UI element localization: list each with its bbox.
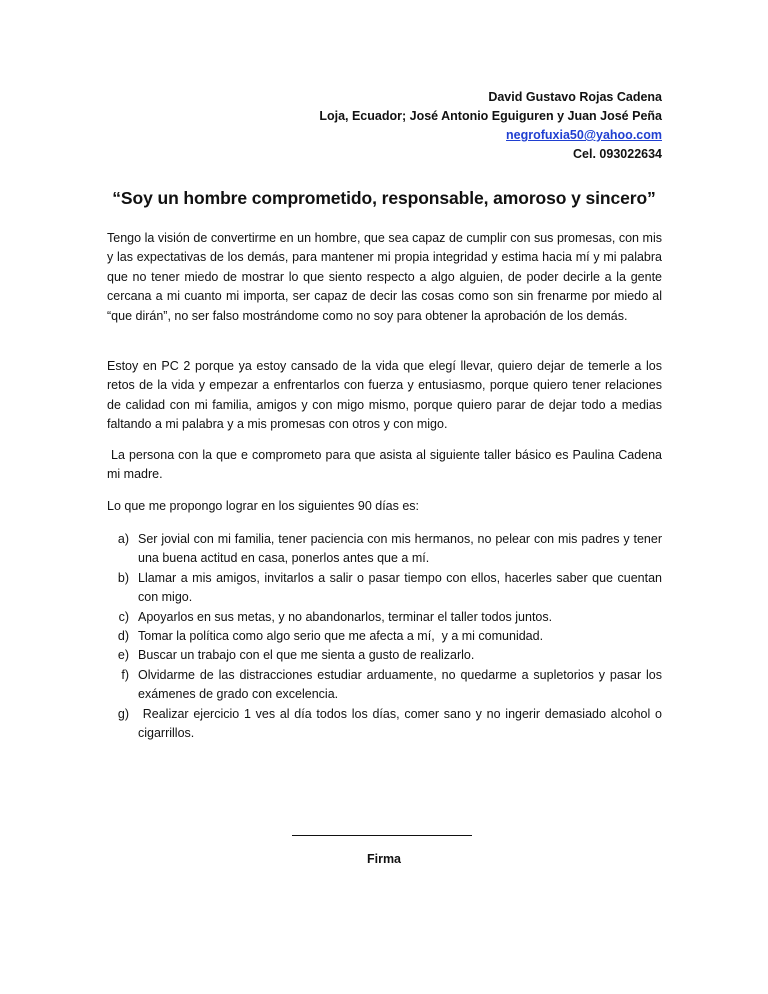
list-item-text: Llamar a mis amigos, invitarlos a salir o pasar tiempo con ellos, hacerles saber que cuentan con migo. <box>138 570 662 605</box>
goals-list <box>107 530 666 743</box>
author-name: David Gustavo Rojas Cadena <box>488 90 662 104</box>
list-item <box>107 627 662 646</box>
list-marker: b) <box>117 570 129 585</box>
list-item <box>107 646 662 665</box>
list-item-text: Apoyarlos en sus metas, y no abandonarlos, terminar el taller todos juntos. <box>138 609 553 624</box>
signature-label: Firma <box>366 852 402 866</box>
list-item-text: Olvidarme de las distracciones estudiar arduamente, no quedarme a supletorios y pasar los exámenes de grado con excelencia. <box>138 667 662 702</box>
goals-intro: Lo que me propongo lograr en los siguientes 90 días es: <box>107 499 420 513</box>
list-marker: e) <box>117 648 129 663</box>
document-title: “Soy un hombre comprometido, responsable, amoroso y sincero” <box>112 188 656 208</box>
list-marker: g) <box>117 706 129 721</box>
author-header <box>319 88 662 164</box>
list-marker: d) <box>117 629 129 644</box>
list-item <box>107 530 662 569</box>
list-item-text: Realizar ejercicio 1 ves al día todos los días, comer sano y no ingerir demasiado alcohol o cigarrillos. <box>138 706 666 741</box>
list-item <box>107 569 662 608</box>
author-phone: Cel. 093022634 <box>573 147 662 161</box>
list-marker: a) <box>117 532 129 546</box>
list-item-text: Ser jovial con mi familia, tener paciencia con mis hermanos, no pelear con mis padres y tener una buena actitud en casa, ponerlos antes que a mí. <box>138 532 662 566</box>
signature-line <box>292 825 472 836</box>
list-item <box>107 705 666 744</box>
reason-paragraph: Estoy en PC 2 porque ya estoy cansado de la vida que elegí llevar, quiero dejar de temerle a los retos de la vida y empezar a enfrentarlos con fuerza y entusiasmo, porque quiero tener relaciones de calidad con mi familia, amigos y con migo mismo, porque quiero parar de dejar todo a medias faltando a mi palabra y a mis promesas con otros y con migo. <box>107 359 662 432</box>
author-email-link[interactable]: negrofuxia50@yahoo.com <box>506 128 662 142</box>
list-marker: f) <box>121 667 129 682</box>
author-location: Loja, Ecuador; José Antonio Eguiguren y Juan José Peña <box>319 109 662 123</box>
list-item-text: Tomar la política como algo serio que me afecta a mí, y a mi comunidad. <box>138 629 544 644</box>
list-item <box>107 666 662 705</box>
list-marker: c) <box>118 609 129 624</box>
list-item-text: Buscar un trabajo con el que me sienta a gusto de realizarlo. <box>138 648 475 663</box>
vision-paragraph: Tengo la visión de convertirme en un hombre, que sea capaz de cumplir con sus promesas, con mis y las expectativas de los demás, para mantener mi propia integridad y estima hacia mí y mi palabra que no tener miedo de mostrar lo que siento respecto a algo alguien, de poder decirle a la gente cercana a mi cuanto mi importa, ser capaz de decir las cosas como son sin frenarme por miedo al “que dirán”, no ser falso mostrándome como no soy para obtener la aprobación de los demás. <box>107 231 662 323</box>
commitment-paragraph: La persona con la que e comprometo para que asista al siguiente taller básico es Paulina Cadena mi madre. <box>107 448 666 482</box>
list-item <box>107 608 662 627</box>
